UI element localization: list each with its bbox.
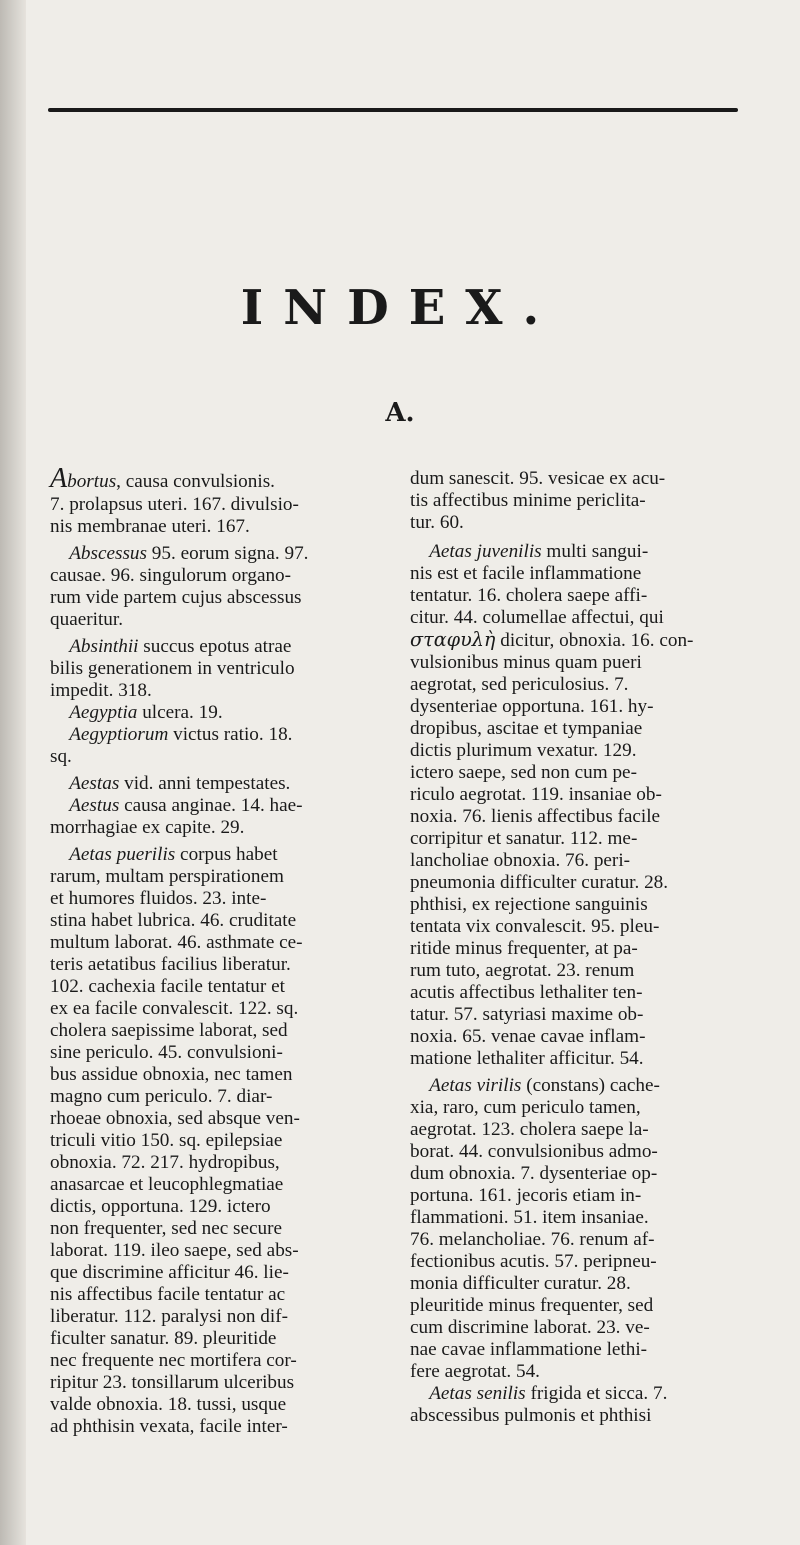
index-line: monia difficulter curatur. 28. [410, 1273, 631, 1294]
index-line: triculi vitio 150. sq. epilepsiae [50, 1130, 283, 1151]
index-text: multi sangui- [541, 541, 649, 562]
index-entry-aegyptiorum [50, 724, 386, 746]
index-term: Abscessus [69, 543, 147, 564]
index-line: valde obnoxia. 18. tussi, usque [50, 1394, 287, 1415]
index-line: 76. melancholiae. 76. renum af- [410, 1229, 655, 1250]
index-column-right [410, 468, 750, 1427]
index-text: dicitur, obnoxia. 16. con- [495, 630, 694, 651]
index-line: dum sanescit. 95. vesicae ex acu- [410, 468, 666, 489]
index-line: teris aetatibus facilius liberatur. [50, 954, 291, 975]
index-term: bortus [67, 471, 117, 492]
index-line: sq. [50, 746, 72, 767]
index-line: rarum, multam perspirationem [50, 866, 284, 887]
index-line: nis est et facile inflammatione [410, 563, 642, 584]
index-line: acutis affectibus lethaliter ten- [410, 982, 643, 1003]
index-text: corpus habet [175, 844, 278, 865]
index-line: impedit. 318. [50, 680, 152, 701]
index-line: fectionibus acutis. 57. peripneu- [410, 1251, 657, 1272]
index-line [410, 629, 750, 652]
index-term: Absinthii [69, 636, 139, 657]
index-entry-aetas-juvenilis [410, 541, 750, 563]
index-line: ritide minus frequenter, at pa- [410, 938, 638, 959]
index-line: bus assidue obnoxia, nec tamen [50, 1064, 293, 1085]
index-line: bilis generationem in ventriculo [50, 658, 295, 679]
index-line: rum tuto, aegrotat. 23. renum [410, 960, 635, 981]
header-rule [48, 108, 738, 112]
index-line: portuna. 161. jecoris etiam in- [410, 1185, 642, 1206]
index-term: Aetas puerilis [69, 844, 176, 865]
index-entry-aestus [50, 795, 386, 817]
index-line: morrhagiae ex capite. 29. [50, 817, 245, 838]
index-line: aegrotat, sed periculosius. 7. [410, 674, 629, 695]
index-line: stina habet lubrica. 46. cruditate [50, 910, 297, 931]
index-line: nis affectibus facile tentatur ac [50, 1284, 286, 1305]
index-line: pneumonia difficulter curatur. 28. [410, 872, 669, 893]
index-term: Aegyptiorum [69, 724, 169, 745]
index-line: nae cavae inflammatione lethi- [410, 1339, 648, 1360]
index-text: frigida et sicca. 7. [525, 1383, 668, 1404]
index-line: tur. 60. [410, 512, 464, 533]
index-term: Aegyptia [69, 702, 138, 723]
index-line: causae. 96. singulorum organo- [50, 565, 292, 586]
index-entry-aestas [50, 773, 386, 795]
index-text: ulcera. 19. [137, 702, 223, 723]
section-letter: A. [385, 398, 415, 428]
index-line: et humores fluidos. 23. inte- [50, 888, 267, 909]
index-term: Aestas [69, 773, 120, 794]
index-line: ex ea facile convalescit. 122. sq. [50, 998, 299, 1019]
index-line: lancholiae obnoxia. 76. peri- [410, 850, 631, 871]
index-line: rhoeae obnoxia, sed absque ven- [50, 1108, 300, 1129]
index-line: ripitur 23. tonsillarum ulceribus [50, 1372, 295, 1393]
index-entry-absinthii [50, 636, 386, 658]
drop-cap: A [50, 463, 68, 494]
index-line: corripitur et sanatur. 112. me- [410, 828, 638, 849]
index-line: rum vide partem cujus abscessus [50, 587, 302, 608]
index-term: Aetas virilis [429, 1075, 522, 1096]
index-line: abscessibus pulmonis et phthisi [410, 1405, 652, 1426]
index-line: riculo aegrotat. 119. insaniae ob- [410, 784, 662, 805]
index-text: , causa convulsionis. [116, 471, 275, 492]
index-line: obnoxia. 72. 217. hydropibus, [50, 1152, 280, 1173]
index-line: matione lethaliter afficitur. 54. [410, 1048, 644, 1069]
index-line: nis membranae uteri. 167. [50, 516, 250, 537]
index-text: succus epotus atrae [138, 636, 292, 657]
index-line: non frequenter, sed nec secure [50, 1218, 283, 1239]
index-line: ad phthisin vexata, facile inter- [50, 1416, 288, 1437]
page-title: INDEX. [240, 280, 560, 336]
index-line: dropibus, ascitae et tympaniae [410, 718, 643, 739]
index-text: 95. eorum signa. 97. [147, 543, 309, 564]
index-entry-aetas-virilis [410, 1075, 750, 1097]
index-text: (constans) cache- [521, 1075, 660, 1096]
index-line: tentatur. 16. cholera saepe affi- [410, 585, 648, 606]
book-spine-shadow [0, 0, 26, 1545]
index-line: xia, raro, cum periculo tamen, [410, 1097, 641, 1118]
index-line: laborat. 119. ileo saepe, sed abs- [50, 1240, 299, 1261]
index-line: flammationi. 51. item insaniae. [410, 1207, 649, 1228]
index-line: tatur. 57. satyriasi maxime ob- [410, 1004, 644, 1025]
index-line: quaeritur. [50, 609, 123, 630]
index-entry-abscessus [50, 543, 386, 565]
index-line: sine periculo. 45. convulsioni- [50, 1042, 283, 1063]
index-line: tentata vix convalescit. 95. pleu- [410, 916, 660, 937]
index-term: Aetas juvenilis [429, 541, 542, 562]
index-column-left [50, 463, 386, 1438]
index-entry-aetas-puerilis [50, 844, 386, 866]
index-line: dum obnoxia. 7. dysenteriae op- [410, 1163, 658, 1184]
greek-word: σταφυλὴ [410, 628, 496, 651]
index-line: pleuritide minus frequenter, sed [410, 1295, 654, 1316]
index-line: magno cum periculo. 7. diar- [50, 1086, 273, 1107]
index-text: victus ratio. 18. [168, 724, 293, 745]
index-line: vulsionibus minus quam pueri [410, 652, 642, 673]
index-line: citur. 44. columellae affectui, qui [410, 607, 664, 628]
index-line: borat. 44. convulsionibus admo- [410, 1141, 658, 1162]
index-line: phthisi, ex rejectione sanguinis [410, 894, 648, 915]
index-line: nec frequente nec mortifera cor- [50, 1350, 297, 1371]
index-line: 7. prolapsus uteri. 167. divulsio- [50, 494, 299, 515]
index-entry-aetas-senilis [410, 1383, 750, 1405]
index-line: noxia. 65. venae cavae inflam- [410, 1026, 646, 1047]
index-text: causa anginae. 14. hae- [119, 795, 303, 816]
index-line: dictis plurimum vexatur. 129. [410, 740, 637, 761]
index-entry-aegyptia [50, 702, 386, 724]
index-term: Aestus [69, 795, 120, 816]
index-line: tis affectibus minime periclita- [410, 490, 646, 511]
index-line: dysenteriae opportuna. 161. hy- [410, 696, 654, 717]
index-line [50, 463, 386, 494]
index-text: vid. anni tempestates. [119, 773, 291, 794]
index-line: aegrotat. 123. cholera saepe la- [410, 1119, 649, 1140]
index-line: que discrimine afficitur 46. lie- [50, 1262, 289, 1283]
index-line: multum laborat. 46. asthmate ce- [50, 932, 303, 953]
index-line: ficulter sanatur. 89. pleuritide [50, 1328, 277, 1349]
index-line: anasarcae et leucophlegmatiae [50, 1174, 284, 1195]
index-line: liberatur. 112. paralysi non dif- [50, 1306, 289, 1327]
index-line: cum discrimine laborat. 23. ve- [410, 1317, 650, 1338]
index-line: dictis, opportuna. 129. ictero [50, 1196, 271, 1217]
index-line: noxia. 76. lienis affectibus facile [410, 806, 661, 827]
index-line: 102. cachexia facile tentatur et [50, 976, 285, 997]
index-term: Aetas senilis [429, 1383, 526, 1404]
index-line: fere aegrotat. 54. [410, 1361, 540, 1382]
index-line: cholera saepissime laborat, sed [50, 1020, 288, 1041]
index-line: ictero saepe, sed non cum pe- [410, 762, 637, 783]
